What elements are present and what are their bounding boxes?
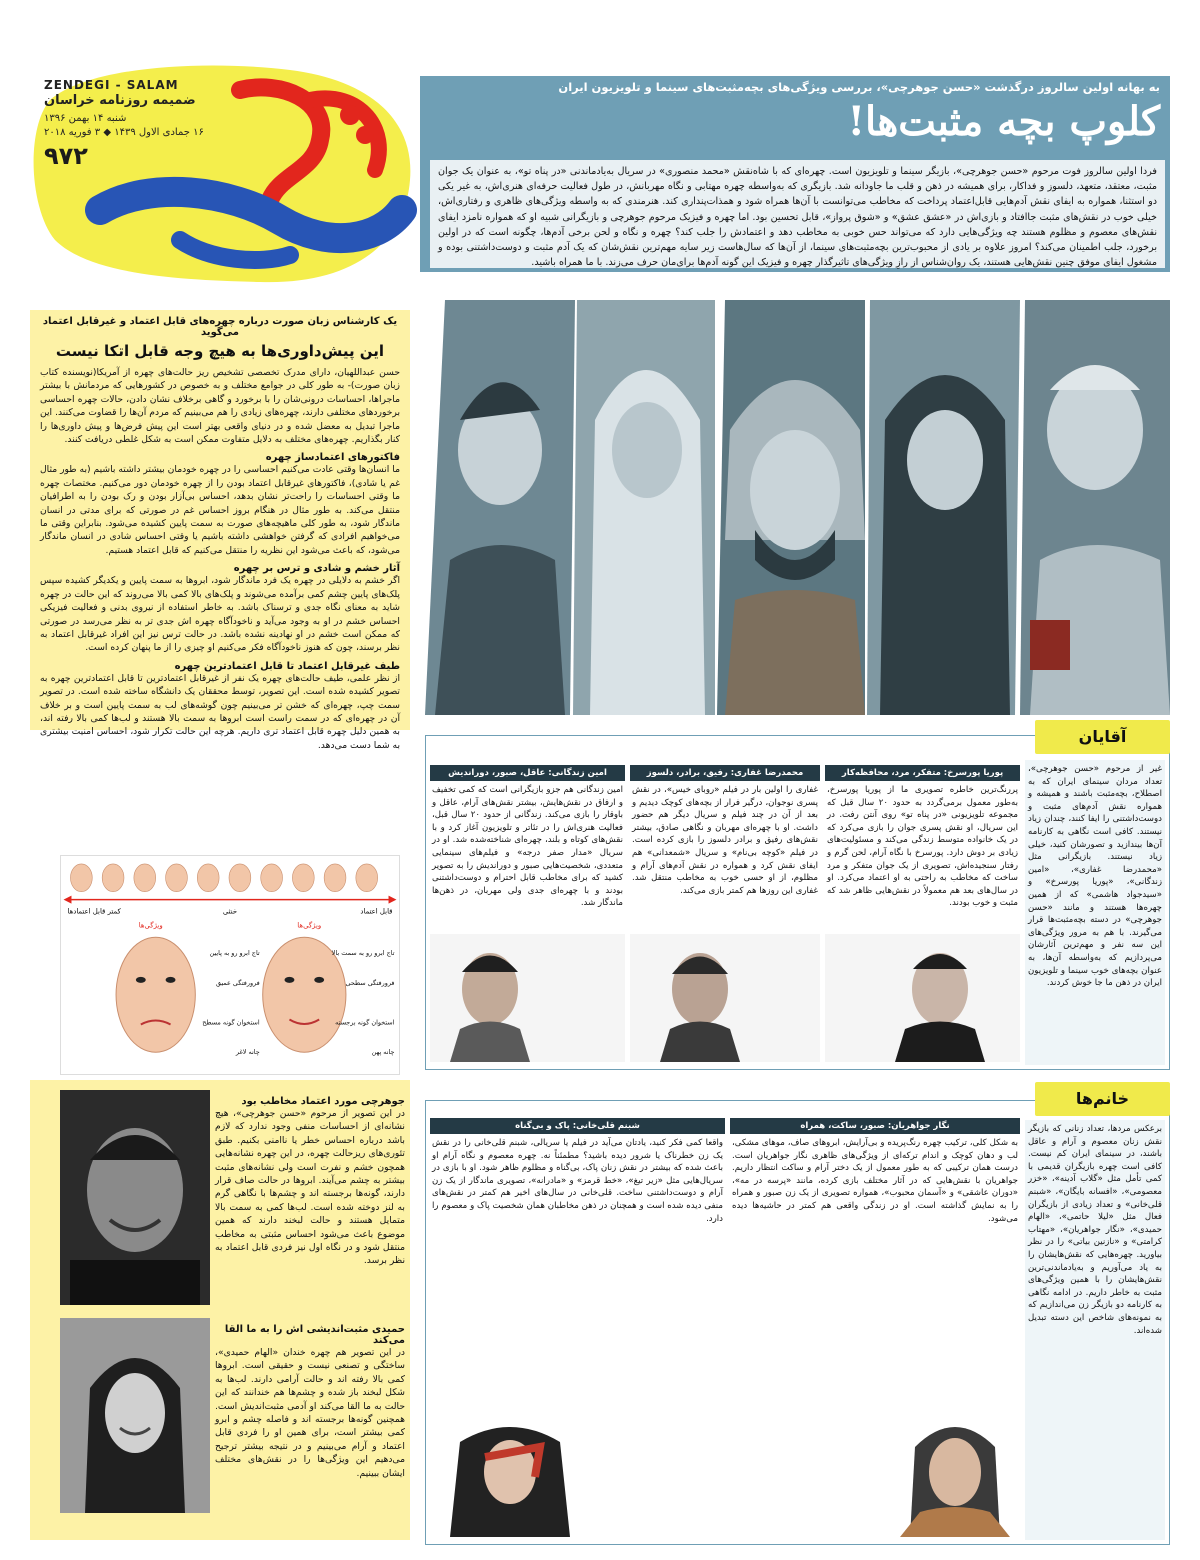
scale-label-untrust: کمتر قابل اعتمادها xyxy=(67,907,121,916)
feature-label: چانه لاغر xyxy=(235,1048,260,1057)
actress-card-label: شبنم قلی‌خانی: پاک و بی‌گناه xyxy=(430,1118,725,1134)
actress-card-gholikhani xyxy=(430,1118,725,1538)
javaherian-photo xyxy=(730,1407,1020,1537)
face-trust-diagram xyxy=(60,855,400,1075)
actor-card-label: پوریا پورسرخ: متفکر، مرد، محافظه‌کار xyxy=(825,765,1020,781)
section-heading: جوهرچی مورد اعتماد مخاطب بود xyxy=(241,1096,405,1107)
ghaffari-photo xyxy=(630,934,820,1062)
portrait-woman-2 xyxy=(867,300,1020,715)
date-line-persian: شنبه ۱۴ بهمن ۱۳۹۶ xyxy=(44,113,127,124)
actor-card-text: غفاری را اولین بار در فیلم «روبای خیس»، در نقش پسری نوجوان، درگیر فرار از بچه‌های کوچک دیدیم و بعد از آن در چند فیلم و سریال دیگر هم حضور داشت. او با چهره‌ای مهربان و نگاهی صادق، بیشتر نقش‌های رفیق و برادر دلسوز را بازی کرده است. در فیلم «کوچه بی‌نام» و سریال «شمعدانی» هم ایفای نقش کرد و همواره در نقش آدم‌های آرام و مظلوم، از او حسی خوب به مخاطب منتقل شد. غفاری این روزها هم کمتر بازی می‌کند. xyxy=(632,785,818,896)
portrait-man-3 xyxy=(1020,300,1170,715)
actor-card-label: امین زندگانی: عاقل، صبور، دوراندیش xyxy=(430,765,625,781)
jowharchi-photo xyxy=(60,1090,210,1305)
section-heading: فاکتورهای اعتماد‌ساز چهره xyxy=(265,452,400,464)
section-text: در این تصویر از مرحوم «حسن جوهرچی»، هیچ نشانه‌ای از احساسات منفی وجود ندارد که لازم باشد درباره احساس خطر یا ناامنی بکنیم. طبق تئوری‌های ریزحالت چهره، در این چهره نشانه‌هایی همچون خشم و نفرت است ولی نشانه‌های مثبت بیشتر به چشم می‌آیند. ابروها در حالت صاف قرار دارند، گونه‌ها برجسته اند و چشم‌ها با نگاهی گرم به لنز دوخته شده است. لب‌ها کمی به سمت بالا متمایل هستند و حالت لبخند دارند که همین موضوع باعث می‌شود احساس مثبتی به مخاطب منتقل شود و در نگاه اول نیز فردی قابل اعتماد به نظر برسد. xyxy=(215,1108,405,1267)
actress-card-text: واقعا کمی فکر کنید، یادتان می‌آید در فیلم یا سریالی، شبنم قلی‌خانی را در نقش یک زن خطرناک یا شرور دیده باشید؟ مطمئناً نه. چهره معصوم و نگاه آرام او باعث شده که بیشتر در نقش زنان پاک، بی‌گناه و مظلوم ظاهر شود. او با بازی در سریال‌هایی مثل «زیر تیغ»، «خط قرمز» و «مادرانه»، تصویری ماندگار از یک زن آرام و دوست‌داشتنی ساخت. قلی‌خانی در سال‌های اخیر هم کمتر در نقش‌های منفی دیده شده است و همچنان در ذهن مخاطبان همان شخصیت پاک و معصوم را دارد. xyxy=(432,1138,723,1224)
actor-card-ghaffari xyxy=(630,765,820,1063)
section-heading: حمیدی مثبت‌اندیشی اش را به ما القا می‌کند xyxy=(224,1324,405,1346)
actor-card-label: محمدرضا غفاری: رفیق، برادر، دلسوز xyxy=(630,765,820,781)
expert-article-intro: حسن عبداللهیان، دارای مدرک تخصصی تشخیص ریز حالت‌های چهره از آمریکا(نویسنده کتاب زبان صورت)- به طور کلی در جوامع مختلف و به خصوص در کشورهایی که مردمانش با بیشتر ماجراها، احساسات درونی‌شان را با برخورد و گاهی برخلاف نشان دادن، حالات چهره احساسی برخوردهای مختلفی دارند، چهره‌های زیادی را هم می‌بینیم که مردم آن‌ها را قضاوت می‌کنند. این ماجرا تبدیل به معضل شده و در دنیای واقعی بهتر است این پیش فرض‌ها و پیش داوری‌ها را کنار بگذاریم. چهره‌های مختلف به دلایل متفاوت ممکن است به شکل غلطی دریافت کنند. xyxy=(40,367,400,446)
feature-label: استخوان گونه برجسته xyxy=(335,1018,395,1027)
section-heading: آثار خشم و شادی و ترس بر چهره xyxy=(233,563,400,575)
feature-label: چانه پهن xyxy=(371,1048,395,1057)
actress-card-text: به شکل کلی، ترکیب چهره رنگ‌پریده و بی‌آرایش، ابروهای صاف، موهای مشکی، لب و دهان کوچک و اندام ترکه‌ای از ویژگی‌های ظاهری نگار جواهریان است. درست همان ترکیبی که به طور معمول از یک دختر آرام و ساکت انتظار داریم. جواهریان با نقش‌هایی که در آثار مختلف بازی کرده، مانند «پرسه در مه»، «دوران عاشقی» و «آسمان محبوب»، همواره تصویری از یک زن صبور و همراه را به نمایش گذاشته است. او در زندگی واقعی هم کمتر در حاشیه‌ها دیده می‌شود. xyxy=(732,1138,1018,1224)
actors-portrait-strip xyxy=(425,300,1170,715)
actor-card-text: پررنگ‌ترین خاطره تصویری ما از پوریا پورسرخ، به‌طور معمول برمی‌گردد به حدود ۲۰ سال قبل که مجموعه تلویزیونی «در پناه تو» روی آنتن رفت. در این سریال، او نقش پسری جوان را بازی می‌کرد که در یک خانواده متوسط زندگی می‌کند و مسئولیت‌های زیادی بر دوش دارد. پورسرخ با نگاه آرام، لحن گرم و رفتار سنجیده‌اش، تصویری از یک جوان متفکر و مرد ساخت که مخاطب به راحتی به او اعتماد می‌کرد. او در سال‌های بعد هم معمولاً در نقش‌هایی ظاهر شد که مثبت و خوب بودند. xyxy=(827,785,1018,909)
logo-english-text: ZENDEGI - SALAM xyxy=(44,78,179,92)
scale-label-trust: قابل اعتماد xyxy=(360,907,393,916)
scale-label-neutral: خنثی xyxy=(222,907,238,916)
hamidi-photo xyxy=(60,1318,210,1513)
main-lead: فردا اولین سالروز فوت مرحوم «حسن جوهرچی»، بازیگر سینما و تلویزیون است. چهره‌ای که با شاه‌نقش «محمد منصوری» در سریال به‌یادماندنی «در پناه تو»، به عنوان یک جوان مثبت، معتقد، متعهد، دلسوز و فداکار، برای همیشه در ذهن و قلب ما جاودانه شد. بازیگری که به‌واسطه چهره مهتابی و نگاه مهربانش، در طول فعالیت حرفه‌ای هنری‌اش، به غیر یکی دو استثنا، همواره به ایفای نقش آدم‌هایی قابل‌اعتماد پرداخت که مخاطب می‌توانست با آن‌ها همراه شود و همذات‌پنداری کند. هنرمندی که به واسطه ویژگی‌های ظاهری و رفتاری‌اش، خیلی خوب در نقش‌های مثبت جاافتاد و بازی‌اش در «عشق عشق» و «شوق پرواز»، قابل تحسین بود. اما چهره و فیزیک مرحوم جوهرچی و بازیگرانی شبیه او که همواره نامزد ایفای نقش‌های معصوم و مظلوم هستند چه ویژگی‌هایی دارد که می‌تواند حس خوبی به مخاطب دهد و اعتمادش را جلب کند؟ چهره و نگاه و لحن برخی آدم‌ها، چگونه است که در اولین برخورد، جلب اطمینان می‌کند؟ امروز علاوه بر یادی از محبوب‌ترین بچه‌مثبت‌های سینما، از آن‌ها که سال‌هاست زیر سایه مهم‌ترین نقش‌شان که یک آدم مثبت و دوست‌داشتنی بوده و مشغول ایفای موفق چنین نقش‌هایی هستند، یک روان‌شناس از رازِ ویژگی‌های تاثیرگذار چهره و فیزیک این گونه آدم‌ها برای‌مان حرف می‌زند. با ما همراه باشید. xyxy=(430,160,1165,268)
expert-article-title: این پیش‌داوری‌ها به هیچ وجه قابل اتکا نیست xyxy=(55,342,385,360)
section-text: از نظر علمی، طیف حالت‌های چهره یک نفر از غیرقابل اعتمادترین تا قابل اعتمادترین چهره به تصویر کشیده شده است. این تصویر، توسط محققان یک دانشگاه ساخته شده است. در تصویر سمت چپ، چهره‌ای که خشن تر می‌بینیم چون گوشه‌های لب به سمت پایین است و بر خلاف آن در چهره‌ای که در سمت راست است ابروها به سمت بالا هستند و لب‌ها کمی بالا رفته اند، به همین دلیل چهره قابل اعتماد تری داریم. هرچه این حالت تکرار شود، احساس امنیت بیشتری به شما دست می‌دهد. xyxy=(40,672,400,751)
expert-article-kicker: یک کارشناس زبان صورت درباره چهره‌های قابل اعتماد و غیرقابل اعتماد می‌گوید xyxy=(42,316,398,338)
supplement-label: ضمیمه روزنامه خراسان xyxy=(44,93,196,108)
women-section-intro: برعکس مردها، تعداد زنانی که بازیگر نقش زنان معصوم و آرام و عاقل باشند، در سینمای ایران کم نیست. کافی است چهره بازیگران قدیمی با کمی تأمل مثل «گلاب آدینه»، «خزر معصومی»، «افسانه بایگان»، «شبنم قلی‌خانی» و تعداد زیادی از بازیگران فعال مثل «لیلا حاتمی»، «الهام حمیدی»، «نگار جواهریان»، «مهتاب کرامتی» و «نازنین بیاتی» را در نظر بیاورید. چهره‌هایی که نقش‌هایشان را به یاد می‌آوریم و به‌یادماندنی‌ترین نقش‌هایشان را با همین ویژگی‌های مثبت به خاطر داریم. در ادامه نگاهی به کارنامه دو بازیگر زن می‌اندازیم که به نمونه‌های شاخص این دسته تبدیل شده‌اند. xyxy=(1025,1120,1165,1540)
section-text: ما انسان‌ها وقتی عادت می‌کنیم احساسی را در چهره خودمان بیشتر داشته باشیم (به طور مثال غم یا شادی)، فاکتورهای غیرقابل اعتماد بودن را از چهره خودمان دور می‌کنیم. مختصات چهره ما وقتی احساسات را راحت‌تر نشان بدهد، احساس بی‌آزار بودن و رک بودن را به اطرافیان منتقل می‌کند. به طور مثال در هنگام بروز احساس غم در صورتی که برای مدتی در انسان ماندگار شود، به طور کلی ماهیچه‌های صورت به سمت پایین کشیده می‌شود. بنابراین وقتی ما می‌خواهیم افرادی که گرفتن خواهشی داشته باشیم یا وقتی احساس شادی در انسان ماندگار می‌شود، که باعث می‌شود این نظریه را منتقل می‌کنیم که قابل اعتماد هستیم. xyxy=(40,464,400,556)
actress-card-javaherian xyxy=(730,1118,1020,1538)
portrait-man-1 xyxy=(425,300,575,715)
hamidi-analysis xyxy=(215,1318,405,1523)
gholikhani-photo xyxy=(430,1417,725,1537)
features-header-right: ویژگی‌ها xyxy=(297,921,322,930)
features-header-left: ویژگی‌ها xyxy=(138,921,163,930)
actor-card-zendegani xyxy=(430,765,625,1063)
feature-label: فرورفتگی عمیق xyxy=(216,978,260,987)
section-text: اگر خشم به دلایلی در چهره یک فرد ماندگار شود، ابروها به سمت پایین و یکدیگر کشیده سپس پلک‌های پایین چشم کمی برآمده می‌شوند و پلک‌های بالا کمی بالا می‌روند که این حالت در چهره شاید به معنای نگاه جدی و ترسناک باشد. به خاطر استفاده از نیروی بدنی و فعالیت فیزیکی احساس خشم در او به وجود می‌آید و ناخودآگاه چهره اش جدی تر به نظر می‌رسد در صورتی که ممکن است خشم در او نهادینه نشده باشد. در حالت ترس نیز این افراد غیرقابل اعتماد به نظر برسند، چون که هنوز ناخودآگاه فکر می‌کنیم او چیزی را از ما پنهان کرده است. xyxy=(40,575,400,654)
untrustworthy-face xyxy=(116,937,195,1052)
tea-glass xyxy=(1030,620,1070,670)
feature-label: استخوان گونه مسطح xyxy=(202,1018,260,1027)
feature-label: فرورفتگی سطحی xyxy=(345,978,395,987)
portrait-woman-1 xyxy=(573,300,715,715)
section-text: در این تصویر هم چهره خندان «الهام حمیدی»، ساختگی و تصنعی نیست و حقیقی است. ابروها کمی بالا رفته اند و حالت آرامی دارند. لب‌ها به شکل لبخند باز شده و چشم‌ها هم خندانند که این حالت به ما القا می‌کند او آدمی مثبت‌اندیش است. همچنین گونه‌ها برجسته اند و فاصله چشم و ابرو کمی بیشتر است، برای همین او را فردی قابل اعتماد و آرام می‌بینیم و در نتیجه بیشتر ترجیح می‌دهیم این ویژگی‌ها را در نقش‌های مختلف ایشان ببینیم. xyxy=(215,1347,405,1479)
actress-card-label: نگار جواهریان: صبور، ساکت، همراه xyxy=(730,1118,1020,1134)
actor-card-pourserkh xyxy=(825,765,1020,1063)
actor-card-text: امین زندگانی هم جزو بازیگرانی است که کمی تخفیف و ارفاق در نقش‌هایش، بیشتر نقش‌های آرام، عاقل و باوقار را بازی می‌کند. زندگانی از حدود ۲۰ سال قبل، فعالیت هنری‌اش را در تئاتر و تلویزیون آغاز کرد و با نقش‌های کوتاه و بلند، چهره‌ای شناخته‌شده شد. او در سریال «مدار صفر درجه» و فیلم‌های سینمایی متعددی، شخصیت‌هایی صبور و دوراندیش را به تصویر کشید که برای مخاطب قابل احترام و دوست‌داشتنی بودند و با چهره‌ای جدی ولی مهربان، در ذهن‌ها ماندگار شد. xyxy=(432,785,624,909)
main-headline: کلوپ بچه مثبت‌ها! xyxy=(847,98,1160,145)
women-section-title: خانم‌ها xyxy=(1075,1089,1130,1108)
feature-label: تاج ابرو رو به سمت بالا xyxy=(331,949,395,958)
pourserkh-photo xyxy=(825,934,1020,1062)
section-heading: طیف غیرقابل اعتماد تا قابل اعتمادترین چهره xyxy=(174,660,400,672)
date-line-hijri-gregorian: ۱۶ جمادی الاول ۱۴۳۹ ◆ ۳ فوریه ۲۰۱۸ xyxy=(44,127,204,138)
men-section-intro: غیر از مرحوم «حسن جوهرچی»، تعداد مردان سینمای ایران که به اصطلاح، بچه‌مثبت باشند و همیشه و همواره نقش آدم‌های مثبت و دوست‌داشتنی را ایفا کنند، چندان زیاد نیستند. کافی است نگاهی به کارنامه آن‌ها بیندازید و تصورشان کنید، خیلی زیاد نیستند. بازیگرانی مثل «محمدرضا غفاری»، «امین زندگانی»، «پوریا پورسرخ» و «سیدجواد هاشمی» که از همین چهره‌ها هستند و مانند «حسن جوهرچی» در دسته بچه‌مثبت‌ها قرار می‌گیرند. با هم به مرور ویژگی‌های این سه نفر و مهم‌ترین آثارشان می‌پردازیم که به‌واسطه آن‌ها، به عنوان بچه‌های خوب سینما و تلویزیون ایران در ذهن ما جا خوش کردند. xyxy=(1025,760,1165,1065)
men-section-title: آقایان xyxy=(1078,727,1127,746)
jowharchi-analysis xyxy=(215,1090,405,1315)
portrait-man-2 xyxy=(717,300,865,715)
feature-label: تاج ابرو رو به پایین xyxy=(209,949,260,958)
zendegani-photo xyxy=(430,934,625,1062)
issue-number: ۹۷۲ xyxy=(44,142,88,170)
main-kicker: به بهانه اولین سالروز درگذشت «حسن جوهرچی»، بررسی ویژگی‌های بچه‌مثبت‌های سینما و تلویزیون ایران xyxy=(558,80,1160,94)
expert-article xyxy=(30,310,410,751)
